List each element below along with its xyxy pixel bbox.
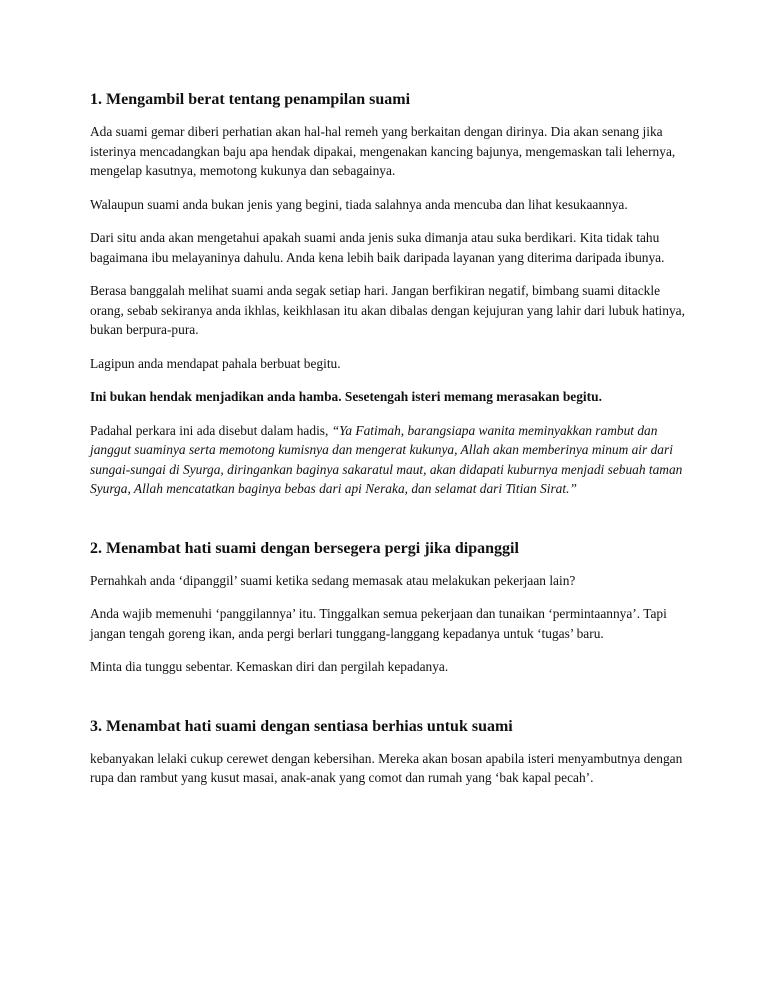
section-1-paragraph-3: Dari situ anda akan mengetahui apakah suami anda jenis suka dimanja atau suka berdikari. Kita tidak tahu bagaimana ibu melayaninya dahulu. Anda kena lebih baik daripada layanan yang diterima daripada ibunya. — [90, 230, 665, 265]
section-2-heading: 2. Menambat hati suami dengan bersegera pergi jika dipanggil — [90, 539, 519, 557]
section-3 — [90, 717, 688, 788]
section-2 — [90, 539, 688, 677]
section-1 — [90, 90, 688, 499]
section-spacer — [90, 691, 688, 717]
section-3-paragraph-1: kebanyakan lelaki cukup cerewet dengan kebersihan. Mereka akan bosan apabila isteri menyambutnya dengan rupa dan rambut yang kusut masai, anak-anak yang comot dan rumah yang ‘bak kapal pecah’. — [90, 750, 683, 785]
section-2-paragraph-2: Anda wajib memenuhi ‘panggilannya’ itu. Tinggalkan semua pekerjaan dan tunaikan ‘permintaannya’. Tapi jangan tengah goreng ikan, anda pergi berlari tunggang-langgang kepadanya untuk ‘tugas’ baru. — [90, 606, 667, 641]
section-1-paragraph-4: Berasa banggalah melihat suami anda segak setiap hari. Jangan berfikiran negatif, bimbang suami ditackle orang, sebab sekiranya anda ikhlas, keikhlasan itu akan dibalas dengan kejujuran yang lahir dari lubuk hatinya, bukan berpura-pura. — [90, 283, 685, 337]
section-1-heading: 1. Mengambil berat tentang penampilan suami — [90, 91, 411, 108]
section-3-heading: 3. Menambat hati suami dengan sentiasa berhias untuk suami — [90, 717, 513, 735]
section-1-paragraph-2: Walaupun suami anda bukan jenis yang begini, tiada salahnya anda mencuba dan lihat kesukaannya. — [90, 196, 628, 212]
section-spacer — [90, 513, 688, 539]
section-1-paragraph-5: Lagipun anda mendapat pahala berbuat begitu. — [90, 355, 341, 371]
section-1-paragraph-1: Ada suami gemar diberi perhatian akan hal-hal remeh yang berkaitan dengan dirinya. Dia akan senang jika isterinya mencadangkan baju apa hendak dipakai, mengenakan kancing bajunya, mengemaskan tali lehernya, mengelap kasutnya, memotong kukunya dan sebagainya. — [90, 124, 676, 178]
hadith-lead: Padahal perkara ini ada disebut dalam hadis, — [90, 422, 332, 438]
section-1-hadith-paragraph — [90, 421, 688, 499]
section-2-paragraph-1: Pernahkah anda ‘dipanggil’ suami ketika sedang memasak atau melakukan pekerjaan lain? — [90, 572, 576, 588]
section-2-paragraph-3: Minta dia tunggu sebentar. Kemaskan diri dan pergilah kepadanya. — [90, 659, 449, 674]
hadith-quote: “Ya Fatimah, barangsiapa wanita meminyakkan rambut dan janggut suaminya serta memotong kumisnya dan mengerat kukunya, Allah akan memberinya minum air dari sungai-sungai di Syurga, diringankan baginya sakaratul maut, akan didapati kuburnya menjadi sebuah taman Syurga, Allah mencatatkan baginya bebas dari api Neraka, dan selamat dari Titian Sirat.” — [90, 422, 683, 496]
section-1-bold-paragraph: Ini bukan hendak menjadikan anda hamba. Sesetengah isteri memang merasakan begitu. — [90, 389, 602, 404]
